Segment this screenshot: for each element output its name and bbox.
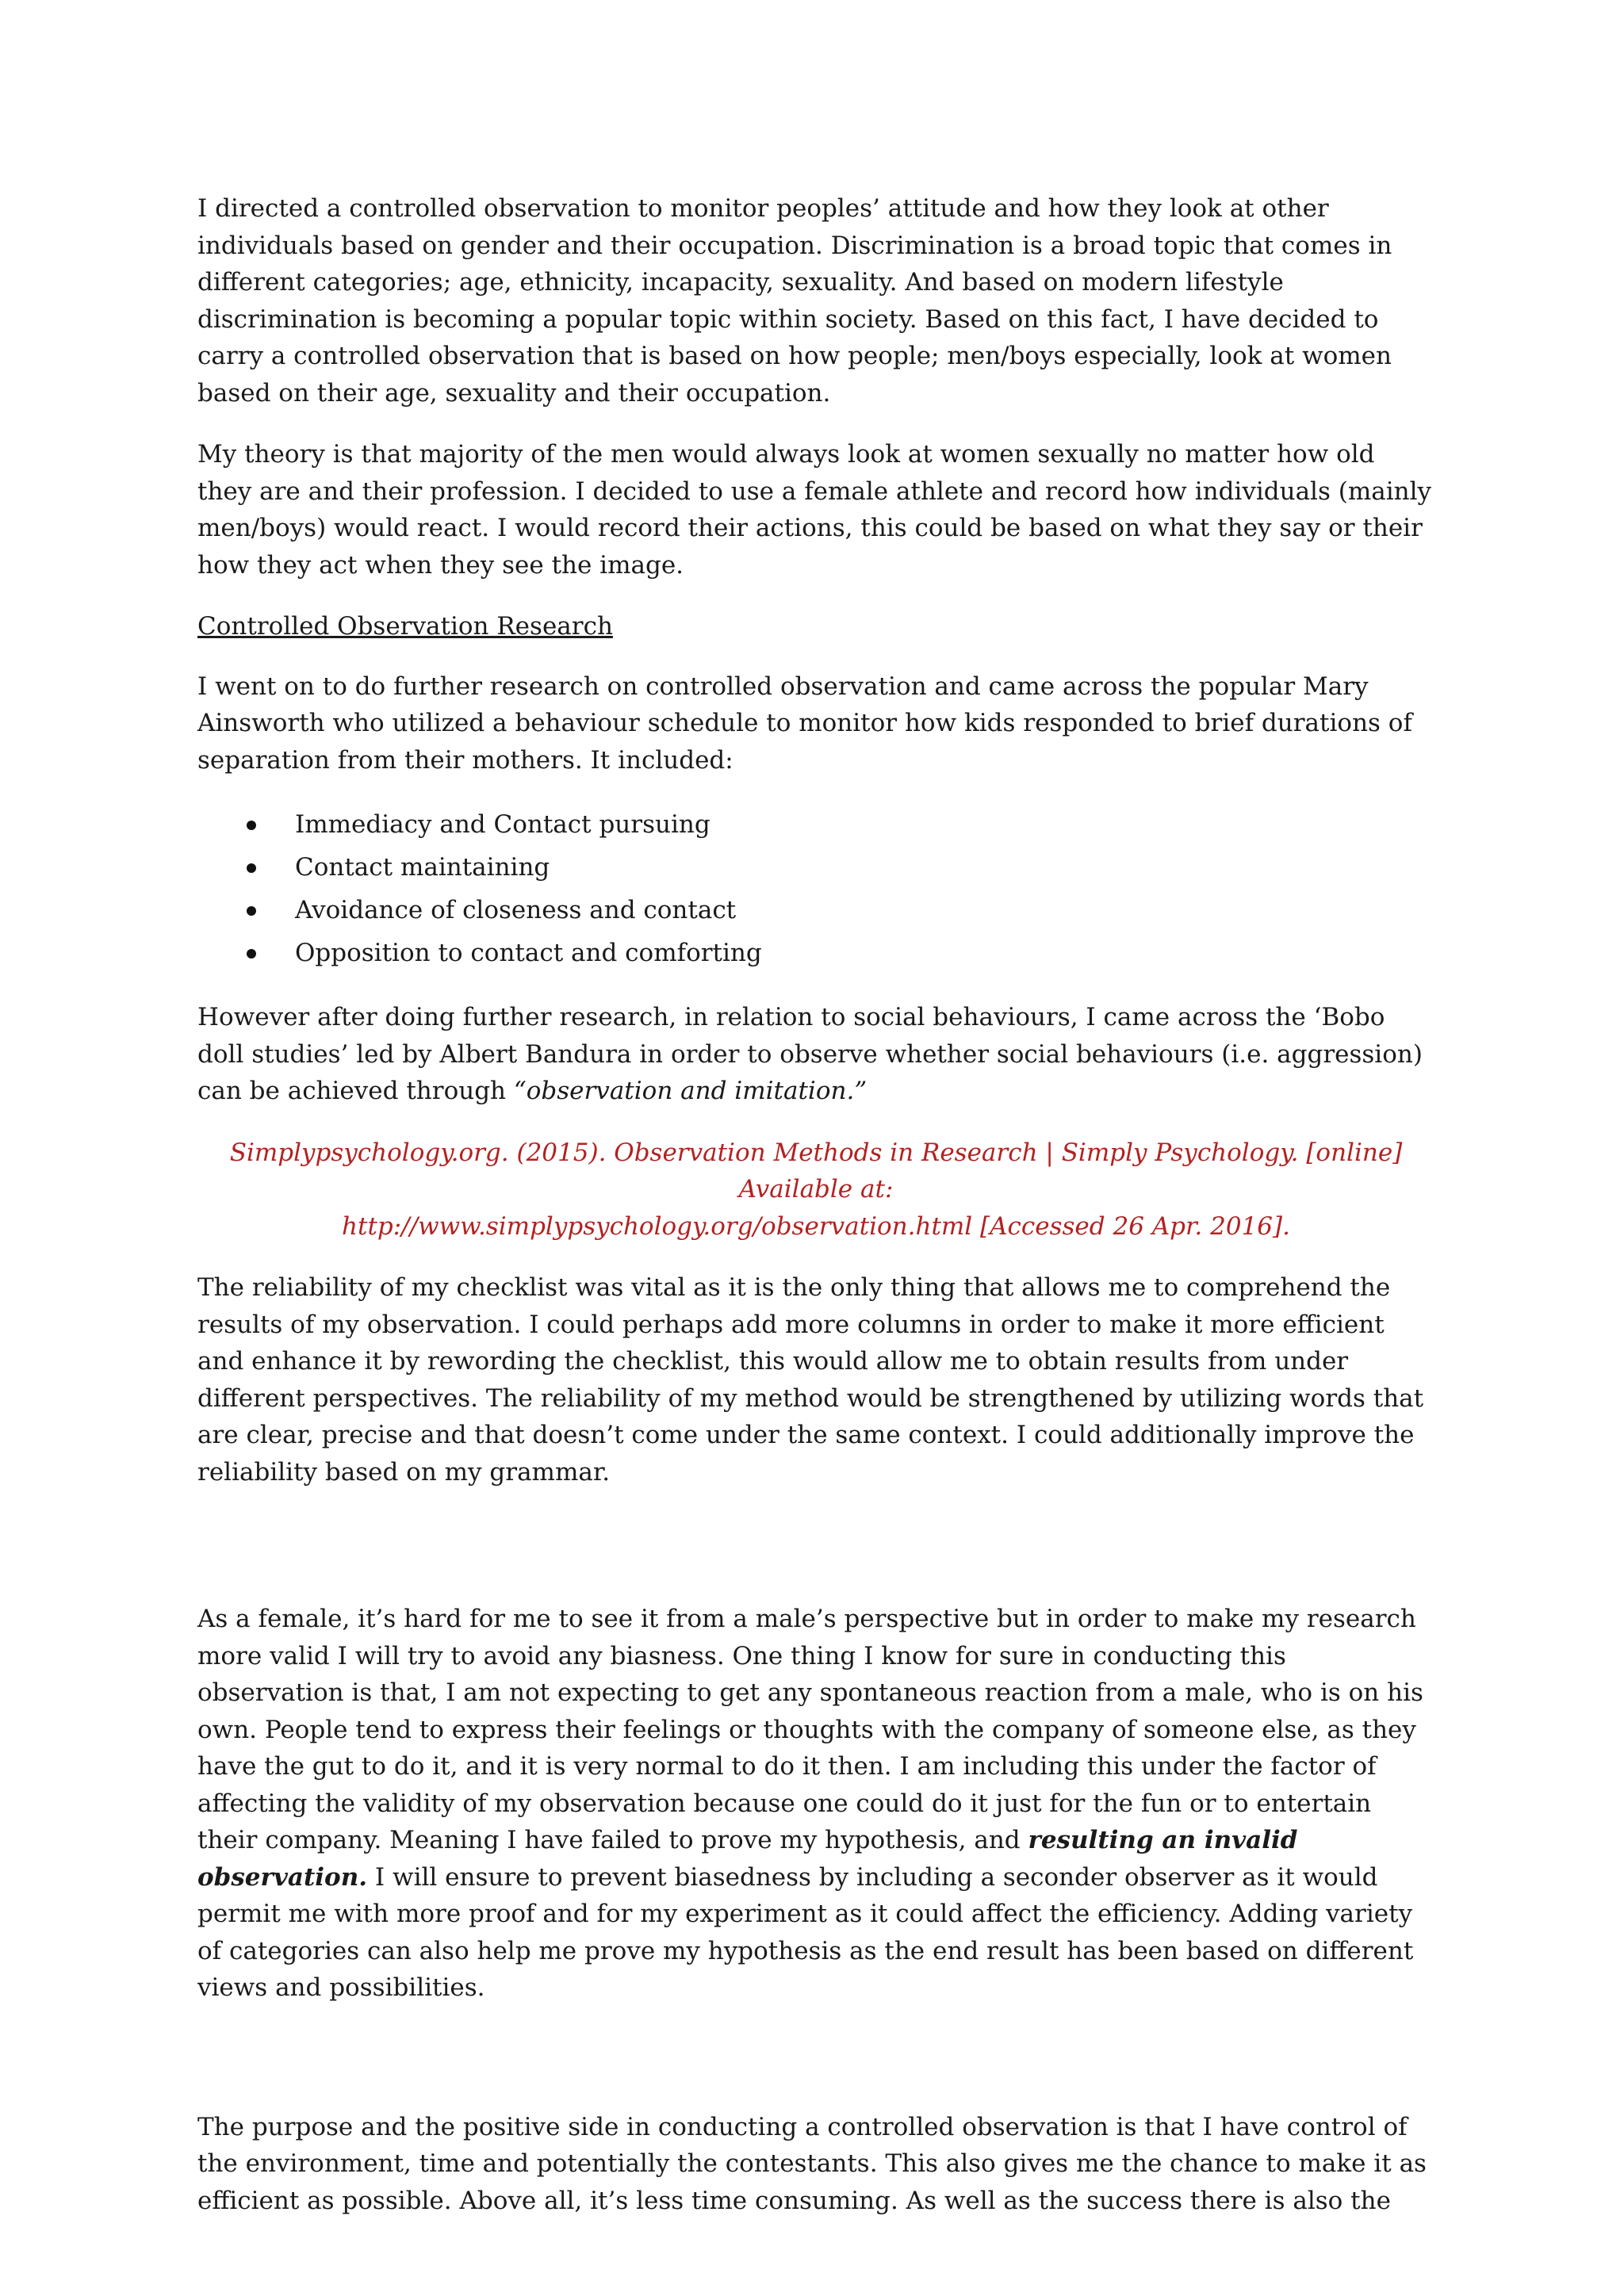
citation: [197, 1135, 1434, 1246]
paragraph-theory: My theory is that majority of the men would always look at women sexually no matter how old they are and their profession. I decided to use a female athlete and record how individuals (mainly men/boys) would react. I would record their actions, this could be based on what they say or their how they act when they see the image.: [197, 440, 1432, 580]
paragraph-research: I went on to do further research on controlled observation and came across the popular Mary Ainsworth who utilized a behaviour schedule to monitor how kids responded to brief durations of separation from their mothers. It included:: [197, 672, 1412, 775]
bullet-icon: [247, 949, 256, 959]
list-item-text: Immediacy and Contact pursuing: [295, 810, 710, 839]
list-item: [197, 803, 1434, 846]
emphasis-invalid-observation: resulting an invalid observation.: [197, 1826, 1298, 1892]
paragraph-bandura: [197, 999, 1434, 1110]
paragraph-intro: I directed a controlled observation to monitor peoples’ attitude and how they look at other individuals based on gender and their occupation. Discrimination is a broad topic that comes in different categories; age, ethnicity, incapacity, sexuality. And based on modern lifestyle discrimination is becoming a popular topic within society. Based on this fact, I have decided to carry a controlled observation that is based on how people; men/boys especially, look at women based on their age, sexuality and their occupation.: [197, 194, 1392, 408]
list-item: [197, 932, 1434, 974]
paragraph-reliability: The reliability of my checklist was vital as it is the only thing that allows me to comprehend the results of my observation. I could perhaps add more columns in order to make it more efficient and enhance it by rewording the checklist, this would allow me to obtain results from under different perspectives. The reliability of my method would be strengthened by utilizing words that are clear, precise and that doesn’t come under the same context. I could additionally improve the reliability based on my grammar.: [197, 1273, 1424, 1487]
paragraph-validity: [197, 1601, 1434, 2007]
citation-line-1: Simplypsychology.org. (2015). Observation Methods in Research | Simply Psychology. [online] Available at:: [229, 1138, 1403, 1203]
list-item-text: Contact maintaining: [295, 853, 550, 882]
bullet-icon: [247, 863, 256, 873]
paragraph-validity-tail: I will ensure to prevent biasedness by including a seconder observer as it would permit me with more proof and for my experiment as it could affect the efficiency. Adding variety of categories can also help me prove my hypothesis as the end result has been based on different views and possibilities.: [197, 1862, 1414, 2002]
list-item-text: Opposition to contact and comforting: [295, 939, 762, 967]
spacer: [197, 1515, 1434, 1601]
spacer: [197, 2031, 1434, 2109]
list-item: [197, 846, 1434, 889]
bullet-icon: [247, 906, 256, 916]
bullet-icon: [247, 821, 256, 830]
list-item: [197, 889, 1434, 932]
citation-line-2: http://www.simplypsychology.org/observation.html [Accessed 26 Apr. 2016].: [342, 1211, 1290, 1241]
paragraph-validity-lead: As a female, it’s hard for me to see it from a male’s perspective but in order to make my research more valid I will try to avoid any biasness. One thing I know for sure in conducting this observation is that, I am not expecting to get any spontaneous reaction from a male, who is on his own. People tend to express their feelings or thoughts with the company of someone else, as they have the gut to do it, and it is very normal to do it then. I am including this under the factor of affecting the validity of my observation because one could do it just for the fun or to entertain their company. Meaning I have failed to prove my hypothesis, and: [197, 1605, 1423, 1854]
paragraph-bandura-text: However after doing further research, in relation to social behaviours, I came across the ‘Bobo doll studies’ led by Albert Bandura in order to observe whether social behaviours (i.e. aggression) can be achieved through: [197, 1003, 1423, 1105]
bandura-quote: “observation and imitation.”: [513, 1077, 868, 1105]
section-heading: Controlled Observation Research: [197, 612, 613, 641]
document-body: [197, 190, 1434, 2244]
paragraph-purpose: The purpose and the positive side in conducting a controlled observation is that I have control of the environment, time and potentially the contestants. This also gives me the chance to make it as efficient as possible. Above all, it’s less time consuming. As well as the success there is also the: [197, 2112, 1427, 2215]
list-item-text: Avoidance of closeness and contact: [295, 896, 737, 924]
behaviour-list: [197, 803, 1434, 974]
